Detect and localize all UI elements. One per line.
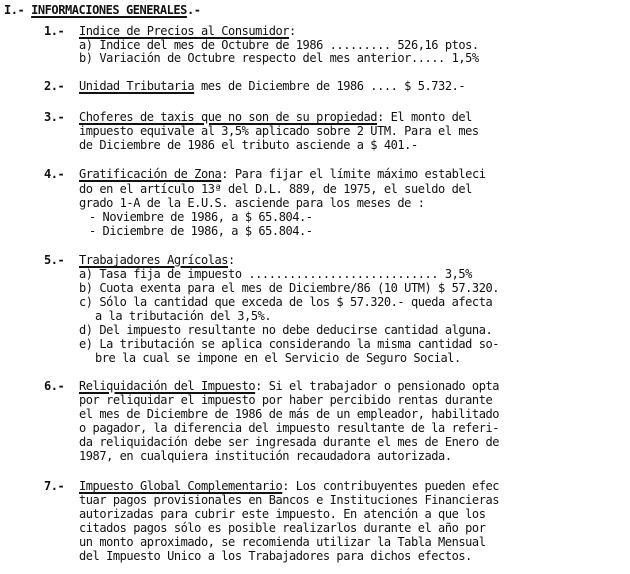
item-5-line: bre la cual se impone en el Servicio de Seguro Social.: [95, 351, 461, 365]
item-2-heading-line: [79, 79, 465, 94]
item-5-heading: Trabajadores Agrícolas: [79, 253, 229, 267]
item-7-heading: Impuesto Global Complementario: [79, 479, 283, 493]
item-1-line: b) Variación de Octubre respecto del mes anterior..... 1,5%: [79, 51, 479, 65]
item-5-heading-line: [79, 253, 235, 268]
item-4-list-item: - Diciembre de 1986, a $ 65.804.-: [89, 224, 313, 238]
item-6-heading: Reliquidación del Impuesto: [79, 379, 256, 393]
item-3-number: 3.-: [44, 110, 65, 124]
item-3-line: de Diciembre de 1986 el tributo asciende a $ 401.-: [79, 138, 418, 152]
item-3-heading-suffix: : El monto del: [377, 110, 472, 124]
item-1-heading: Indice de Precios al Consumidor: [79, 24, 290, 38]
item-6-heading-line: [79, 379, 499, 394]
item-5-line: d) Del impuesto resultante no debe deducirse cantidad alguna.: [79, 323, 493, 337]
item-6-line: 1987, en cualquiera institución recaudadora autorizada.: [79, 449, 452, 463]
item-7-line: del Impuesto Unico a los Trabajadores para dichos efectos.: [79, 549, 472, 563]
item-5-line: e) La tributación se aplica considerando la misma cantidad so-: [79, 337, 500, 351]
section-header: [4, 3, 201, 18]
item-4-heading-suffix: : Para fijar el límite máximo estableci: [221, 167, 486, 181]
item-1-heading-line: [79, 24, 296, 39]
item-6-heading-suffix: : Si el trabajador o pensionado opta: [255, 379, 500, 393]
item-1-heading-suffix: :: [289, 24, 296, 38]
item-3-line: impuesto equivale al 3,5% aplicado sobre 2 UTM. Para el mes: [79, 124, 479, 138]
item-1-line: a) Indice del mes de Octubre de 1986 ......... 526,16 ptos.: [79, 38, 479, 52]
item-7-line: tuar pagos provisionales en Bancos e Instituciones Financieras: [79, 493, 500, 507]
item-7-heading-line: [79, 479, 499, 494]
item-2-heading: Unidad Tributaria: [79, 79, 195, 93]
item-2-number: 2.-: [44, 79, 65, 93]
item-5-heading-suffix: :: [228, 253, 235, 267]
section-title-suffix: .-: [186, 3, 201, 17]
item-4-number: 4.-: [44, 167, 65, 181]
item-5-line: a) Tasa fija de impuesto ............................ 3,5%: [79, 267, 472, 281]
item-4-line: do en el artículo 13ª del D.L. 889, de 1975, el sueldo del: [79, 182, 472, 196]
section-title: INFORMACIONES GENERALES: [31, 3, 187, 17]
item-7-line: autorizadas para cubrir este impuesto. En atención a que los: [79, 507, 486, 521]
item-7-line: un monto aproximado, se recomienda utilizar la Tabla Mensual: [79, 535, 486, 549]
item-7-number: 7.-: [44, 479, 65, 493]
item-7-line: citados pagos sólo es posible realizarlos durante el año por: [79, 521, 486, 535]
item-5-line: c) Sólo la cantidad que exceda de los $ 57.320.- queda afecta: [79, 295, 493, 309]
item-4-list-item: - Noviembre de 1986, a $ 65.804.-: [89, 210, 313, 224]
item-6-line: o pagador, la diferencia del impuesto resultante de la referi-: [79, 421, 500, 435]
item-7-heading-suffix: : Los contribuyentes pueden efec: [282, 479, 500, 493]
item-6-number: 6.-: [44, 379, 65, 393]
item-5-number: 5.-: [44, 253, 65, 267]
item-3-heading: Choferes de taxis que no son de su propiedad: [79, 110, 378, 124]
item-4-heading-line: [79, 167, 486, 182]
item-5-line: a la tributación del 3,5%.: [95, 309, 272, 323]
item-5-line: b) Cuota exenta para el mes de Diciembre/86 (10 UTM) $ 57.320.: [79, 281, 500, 295]
item-6-line: da reliquidación debe ser ingresada durante el mes de Enero de: [79, 435, 500, 449]
item-2-heading-suffix: mes de Diciembre de 1986 .... $ 5.732.-: [194, 79, 466, 93]
item-4-heading: Gratificación de Zona: [79, 167, 222, 181]
item-3-heading-line: [79, 110, 472, 125]
section-number: I.-: [4, 3, 25, 17]
item-1-number: 1.-: [44, 24, 65, 38]
item-6-line: el mes de Diciembre de 1986 de más de un empleador, habilitado: [79, 407, 500, 421]
item-4-line: grado 1-A de la E.U.S. asciende para los meses de :: [79, 196, 425, 210]
item-6-line: por reliquidar el impuesto por haber percibido rentas durante: [79, 393, 493, 407]
